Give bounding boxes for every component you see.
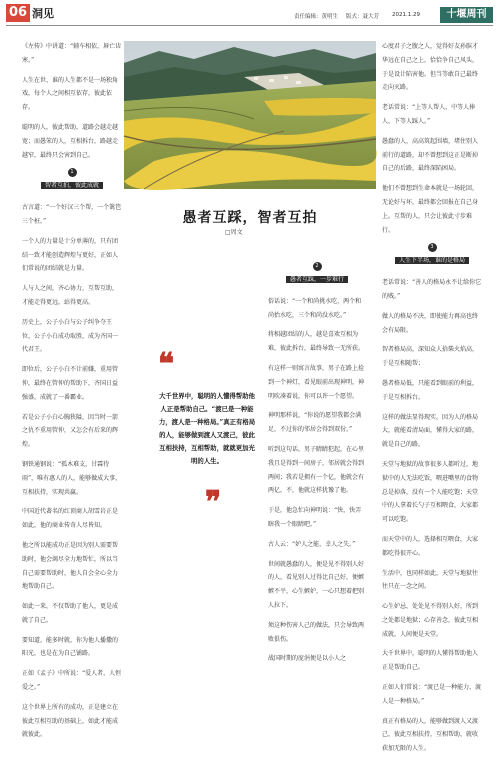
paragraph: 做人的格局不决，即使能力再高也终会有局限。 (382, 312, 479, 334)
subheading-number: 1 (68, 168, 77, 177)
subheading-2 (268, 262, 366, 287)
paragraph: 心生妒忌，处处见不得别人好，所到之处都是地狱；心存善念，彼此互相成就，人间便是天堂。 (382, 603, 479, 638)
paragraph: 天堂与地狱的故事很多人都听过，地狱中的人无法吃饭，喂进嘴里的食物总是掉落，没有一个人能吃饱；天堂中的人拿着长勺子互相喂食，大家都可以吃饱。 (382, 460, 479, 524)
paragraph: 这个世界上所有的成功，正是建立在彼此互相互助的基础上，如此才能成就彼此。 (22, 703, 119, 739)
paragraph: 心度君子之腹之人，觉得好友孙膑才华远在自己之上，恰恰争自己风头，于是设计陷害他。但当等敢自己最终走向灭路。 (382, 43, 479, 92)
close-quote-icon: ❞ (205, 485, 222, 520)
issue-date: 2021.1.29 (392, 12, 420, 18)
paragraph: 愚者格局低，只能看到眼前的利益，于是互相拆台。 (382, 379, 479, 401)
paragraph: 中国近代著名的红顶商人胡雪岩正是如此，他的商业传奇人尽皆知。 (22, 508, 119, 530)
header-rule (6, 25, 493, 26)
paragraph: 人生在世，谁的人生都不是一场独角戏，每个人之间相互依存，彼此依存。 (22, 76, 119, 112)
page-number: 06 (6, 4, 30, 22)
subheading-number: 2 (313, 262, 322, 271)
paragraph: 古言道：“一个好汉三个帮，一个篱笆三个桩。” (22, 204, 122, 225)
paragraph: 于是，他急忙向神明说：“快，快弄瞎我一个眼睛吧。” (268, 507, 362, 528)
middle-column (268, 258, 366, 672)
paragraph: 听到这句话，男子睛睛犯起，在心里我且是得到一间房子，邻居就会得到两间；我若是拥有一个亿，他就会有两亿，不，他就这样犹豫了他。 (268, 445, 365, 495)
paragraph: 即位后，公子小白不计前嫌，重用管仲，最终在管仲的帮助下，齐国日益强盛，成就了一番霸业。 (22, 366, 119, 401)
paragraph: 《左传》中讲道：“辅车相依，唇亡齿寒。” (22, 43, 122, 64)
paragraph: 正如人们常说：“渡已是一种能力，渡人是一种格局。” (382, 684, 482, 705)
paragraph: 老话常说：“善人的格局永不让给你它的贱。” (382, 279, 482, 300)
paragraph: 俗话说：“一个和尚挑水吃，两个和尚抬水吃，三个和尚没水吃。” (268, 297, 362, 319)
paragraph: 真正有格局的人，能够做到渡人又渡己，彼此互相扶持，互相帮助，就收获加无限的人生。 (382, 717, 479, 753)
paragraph: 人与人之间，齐心协力，互帮互助，才能走得更远，站得更高。 (22, 285, 119, 306)
subheading-title: 人生下半场，谁的是格局 (395, 257, 469, 264)
paragraph: 一个人的力量是十分单薄的，只有团结一致才能创造辉煌与更好，正如人们常说的团结就是力量。 (22, 237, 119, 273)
photo-image (124, 41, 376, 189)
paragraph: 这样的做法显得现实，因为人的格局大，就能看清局面，懂得大家的路，就是自己的路。 (382, 413, 479, 449)
paragraph: 他之所以能成功正是因为别人需要帮助时，他会竭尽全力地帮忙，所以当自己需要帮助时，他人自会全心全力地帮助自己。 (22, 541, 119, 591)
left-column (22, 40, 122, 748)
paragraph: 世间就愚蠢的人，便是见不得别人好的人，看见别人过得比自己好，便嫉嫉不平，心生嫉妒，一心只想着把别人拉下。 (268, 560, 365, 609)
layout-credit: 版式：聂大芳 (346, 14, 380, 20)
section-title: 洞见 (32, 7, 54, 20)
paragraph: 愚蠢的人，高高筑起围墙，堵住别人前行的道路，却不曾想到这正是断掉自己的后路，最终深陷困局。 (382, 137, 479, 173)
paragraph: 生活中，也同样如此，天堂与地狱往往只在一念之间。 (382, 569, 479, 591)
paragraph: 历史上，公子小白与公子纠争夺王位，公子小白成功取胜，成为齐国一代君王。 (22, 318, 119, 354)
paragraph: 若是公子小白心胸狭隘，因当时一箭之仇不重用管仲，又怎会有后来的辉煌。 (22, 413, 119, 449)
paragraph: 战国时期的庞涓便是以小人之 (268, 655, 347, 663)
subheading-title: 智者互拍，彼此成就 (41, 182, 103, 189)
article-byline: □周文 (225, 229, 243, 236)
paragraph: 要知道，能多时就，你为他人播撒的阳光，也是在为自己铺路。 (22, 636, 119, 658)
paragraph: 如此一来，不仅帮助了他人，更是成就了自己。 (22, 603, 119, 624)
subheading-3 (382, 243, 482, 268)
subheading-title: 愚者互踩，一步难行 (286, 276, 348, 283)
paragraph: 将相越团结的人，越是喜欢互相为难，彼此拆台，最终导致一无所获。 (268, 331, 365, 353)
paragraph: 老话常说：“上等人帮人，中等人捧人，下等人踩人。” (382, 104, 476, 125)
article-headline: 愚者互踩，智者互拍 (182, 210, 318, 226)
paragraph: 古人云：“妒人之能，幸人之失。” (268, 540, 356, 548)
pull-quote: 大千世界中，聪明的人懂得帮助他人正是帮助自己。“渡已是一种能力，渡人是一种格局。”真正有格局的人，能够做到渡人又渡己，彼此互相扶持，互相帮助，就就更加光明的人生。 (158, 392, 256, 465)
paragraph: 须这种伤害人己的做法，只会导致两败俱伤。 (268, 621, 365, 643)
paragraph: 大千世界中，聪明的人懂得帮助他人正是帮助自己。 (382, 650, 479, 672)
subheading-number: 3 (428, 243, 437, 252)
paragraph: 而天堂中的人，选择相互喂食，大家都吃得很开心。 (382, 535, 479, 557)
paragraph: 钢铁通钢说：“孤木难支，甘霖待雨”，唯有惠人的人，能够做成大事，互相扶持，实现共赢。 (22, 460, 122, 496)
open-quote-icon: ❝ (158, 347, 175, 382)
paragraph: 智者格局高，深知众人拾柴火焰高，于是互相随帮； (382, 346, 479, 368)
paragraph: 他们不曾想到生命本就是一场轮回，无论好与坏，最终都会回报在自己身上。互帮的人，只会让彼此寸步难行。 (382, 185, 479, 234)
village-landscape-photo (124, 41, 376, 189)
paragraph: 聪明的人，彼此帮助，道路会越走越宽；而愚笨的人，互相拆台，路越走越窄，最终只会害到自己。 (22, 123, 119, 159)
right-column (382, 40, 482, 762)
masthead-logo: 十堰周刊 (440, 7, 493, 23)
paragraph: 正如《孟子》中所说：“爱人者，人恒爱之。” (22, 670, 122, 692)
paragraph: 有这样一则寓言故事，男子在路上捡到一个神灯，看见眼前出现神明，神明吹凑着说，你可以许一个愿望。 (268, 364, 365, 400)
subheading-1 (22, 168, 122, 193)
paragraph: 神明那样说，“你说的愿望我都会满足，不过你的邻居会得到双份。” (268, 412, 362, 434)
editor-credit: 责任编辑：黄明生 (294, 14, 339, 20)
